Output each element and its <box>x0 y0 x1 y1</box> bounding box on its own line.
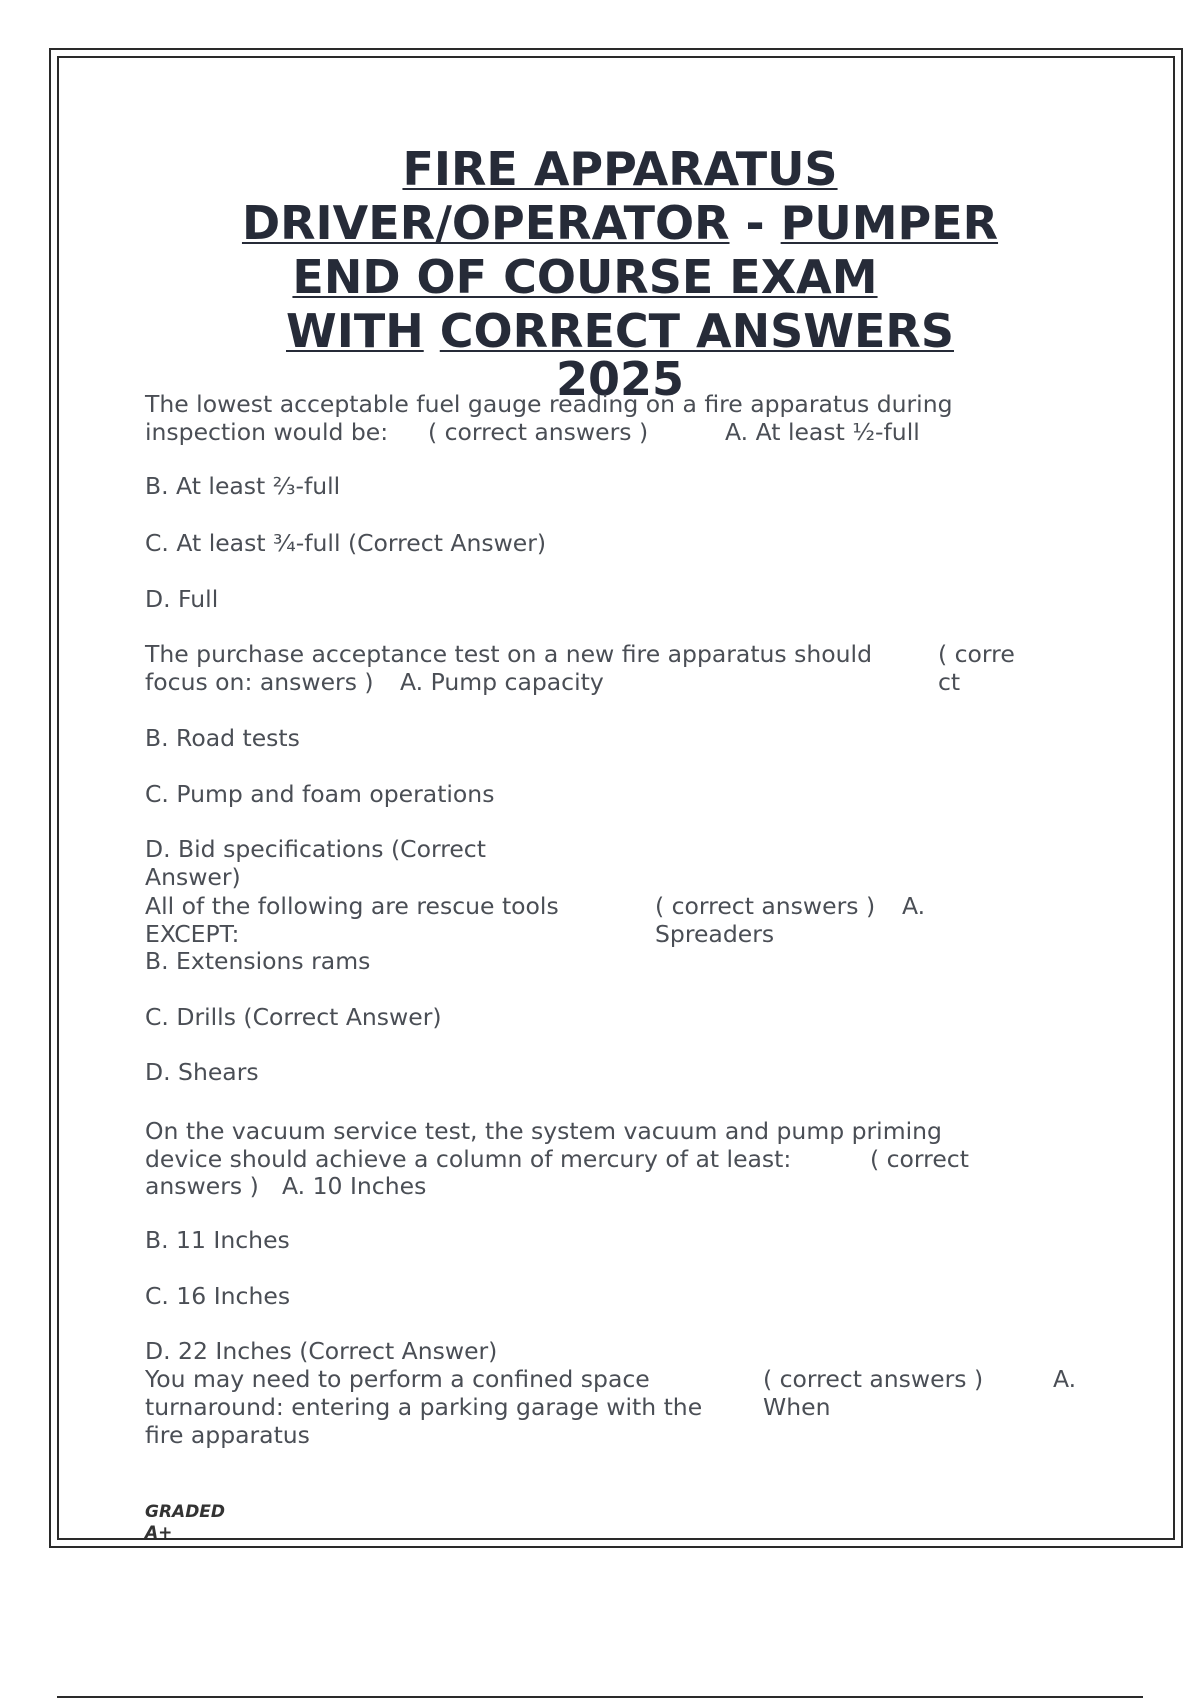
bottom-divider <box>57 1696 1143 1698</box>
q4-option-b: B. 11 Inches <box>145 1226 290 1254</box>
title-line-4a: WITH <box>286 304 424 358</box>
q1-option-a: A. At least ½-full <box>725 418 920 446</box>
q2-option-c: C. Pump and foam operations <box>145 780 495 808</box>
q2-text-line1: The purchase acceptance test on a new fire apparatus should <box>145 640 872 668</box>
q4-option-d: D. 22 Inches (Correct Answer) <box>145 1337 498 1365</box>
q5-text-line2: turnaround: entering a parking garage with the <box>145 1393 703 1421</box>
q2-option-d-line1: D. Bid specifications (Correct <box>145 835 486 863</box>
q1-option-d: D. Full <box>145 585 219 613</box>
q1-option-c: C. At least ¾-full (Correct Answer) <box>145 529 547 557</box>
q3-text-line2: EXCEPT: <box>145 920 240 948</box>
q1-text-line2: inspection would be: <box>145 418 389 446</box>
q2-answer-tag-part1: ( corre <box>938 640 1015 668</box>
title-year: 2025 <box>555 352 685 406</box>
graded-stamp <box>145 1502 225 1544</box>
title-line-2c: PUMPER <box>780 196 999 250</box>
graded-stamp-line1: GRADED <box>145 1502 226 1522</box>
q5-text-line3: fire apparatus <box>145 1421 310 1449</box>
q5-option-a-label: A. <box>1053 1365 1077 1393</box>
q4-text-line1: On the vacuum service test, the system vacuum and pump priming <box>145 1117 942 1145</box>
q4-option-c: C. 16 Inches <box>145 1282 291 1310</box>
q1-answer-tag: ( correct answers ) <box>428 418 649 446</box>
q1-option-b: B. At least ⅔-full <box>145 472 341 500</box>
q2-option-b: B. Road tests <box>145 724 300 752</box>
q3-option-c: C. Drills (Correct Answer) <box>145 1003 442 1031</box>
q3-option-d: D. Shears <box>145 1058 259 1086</box>
q5-text-line1: You may need to perform a confined space <box>145 1365 650 1393</box>
q2-text-line2: focus on: answers ) <box>145 668 374 696</box>
q4-text-line3: answers ) <box>145 1172 259 1200</box>
q3-option-a-text: Spreaders <box>655 920 775 948</box>
q3-text-line1: All of the following are rescue tools <box>145 892 559 920</box>
q1-text-line1: The lowest acceptable fuel gauge reading on a fire apparatus during <box>145 390 953 418</box>
q5-option-a-text: When <box>763 1393 831 1421</box>
q2-option-a: A. Pump capacity <box>400 668 604 696</box>
q4-answer-tag-part1: ( correct <box>870 1145 969 1173</box>
title-line-3: END OF COURSE EXAM <box>292 250 878 304</box>
title-line-2-dash: - <box>745 196 765 250</box>
q2-option-d-line2: Answer) <box>145 863 241 891</box>
title-line-4b: CORRECT ANSWERS <box>439 304 954 358</box>
q3-answer-tag: ( correct answers ) <box>655 892 876 920</box>
q5-answer-tag: ( correct answers ) <box>763 1365 984 1393</box>
graded-stamp-line2: A+ <box>145 1523 173 1543</box>
document-title <box>140 142 1100 406</box>
title-line-2a: DRIVER/OPERATOR <box>241 196 730 250</box>
q2-answer-tag-part2: ct <box>938 668 961 696</box>
q4-option-a: A. 10 Inches <box>282 1172 427 1200</box>
title-line-1: FIRE APPARATUS <box>402 142 838 196</box>
q3-option-a-label: A. <box>902 892 926 920</box>
q3-option-b: B. Extensions rams <box>145 947 371 975</box>
q4-text-line2: device should achieve a column of mercury of at least: <box>145 1145 792 1173</box>
